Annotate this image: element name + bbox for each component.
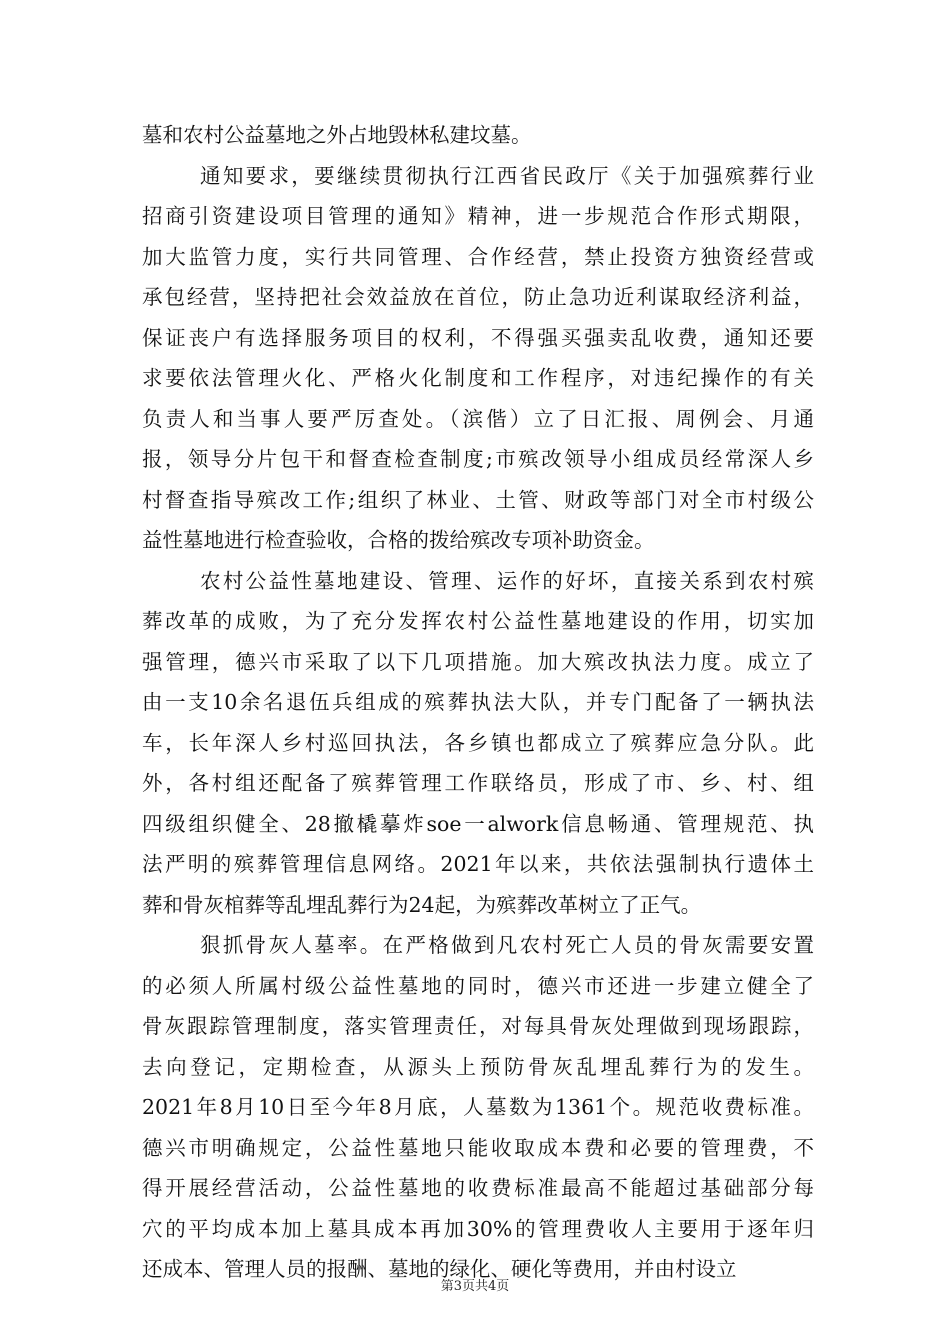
text-line: 狠抓骨灰人墓率。在严格做到凡农村死亡人员的骨灰需要安置 bbox=[200, 933, 814, 957]
text-line: 墓和农村公益墓地之外占地毁林私建坟墓。 bbox=[142, 123, 532, 147]
text-line: 四级组织健全、28撤橇摹炸soe一alwork信息畅通、管理规范、执 bbox=[142, 811, 814, 836]
page-footer bbox=[0, 1279, 950, 1295]
text-line: 承包经营，坚持把社会效益放在首位，防止急功近利谋取经济利益， bbox=[142, 285, 814, 309]
paragraph bbox=[142, 925, 814, 1290]
text-line: 益性墓地进行检查验收，合格的拨给殡改专项补助资金。 bbox=[142, 528, 655, 552]
text-line: 德兴市明确规定，公益性墓地只能收取成本费和必要的管理费，不 bbox=[142, 1135, 814, 1160]
text-line: 求要依法管理火化、严格火化制度和工作程序，对违纪操作的有关 bbox=[142, 366, 814, 390]
text-line: 农村公益性墓地建设、管理、运作的好坏，直接关系到农村殡 bbox=[200, 568, 814, 593]
page-number: 第3页共4页 bbox=[440, 1279, 510, 1294]
paragraph bbox=[142, 561, 814, 926]
text-line: 骨灰跟踪管理制度，落实管理责任，对每具骨灰处理做到现场跟踪， bbox=[142, 1014, 814, 1038]
text-line: 得开展经营活动，公益性墓地的收费标准最高不能超过基础部分每 bbox=[142, 1176, 814, 1200]
text-line: 由一支10余名退伍兵组成的殡葬执法大队，并专门配备了一辆执法 bbox=[142, 690, 814, 714]
text-line: 村督查指导殡改工作;组织了林业、土管、财政等部门对全市村级公 bbox=[142, 487, 814, 512]
text-line: 加大监管力度，实行共同管理、合作经营，禁止投资方独资经营或 bbox=[142, 244, 814, 269]
text-line: 葬和骨灰棺葬等乱埋乱葬行为24起，为殡葬改革树立了正气。 bbox=[142, 892, 702, 917]
text-line: 的必须人所属村级公益性墓地的同时，德兴市还进一步建立健全了 bbox=[142, 973, 814, 998]
text-line: 保证丧户有选择服务项目的权利，不得强买强卖乱收费，通知还要 bbox=[142, 325, 814, 350]
paragraph bbox=[142, 156, 814, 561]
text-line: 2021年8月10日至今年8月底，人墓数为1361个。规范收费标准。 bbox=[142, 1095, 814, 1119]
text-line: 还成本、管理人员的报酬、墓地的绿化、硬化等费用，并由村设立 bbox=[142, 1257, 737, 1281]
paragraph bbox=[142, 115, 814, 156]
text-line: 强管理，德兴市采取了以下几项措施。加大殡改执法力度。成立了 bbox=[142, 649, 814, 674]
text-line: 车，长年深人乡村巡回执法，各乡镇也都成立了殡葬应急分队。此 bbox=[142, 730, 814, 755]
text-line: 去向登记，定期检查，从源头上预防骨灰乱埋乱葬行为的发生。 bbox=[142, 1054, 814, 1079]
text-line: 外，各村组还配备了殡葬管理工作联络员，形成了市、乡、村、组 bbox=[142, 771, 814, 795]
text-line: 葬改革的成败，为了充分发挥农村公益性墓地建设的作用，切实加 bbox=[142, 609, 814, 633]
text-line: 招商引资建设项目管理的通知》精神，进一步规范合作形式期限， bbox=[142, 204, 814, 228]
text-line: 报，领导分片包干和督查检查制度;市殡改领导小组成员经常深人乡 bbox=[142, 447, 814, 471]
text-line: 法严明的殡葬管理信息网络。2021年以来，共依法强制执行遗体土 bbox=[142, 852, 814, 876]
text-line: 穴的平均成本加上墓具成本再加30%的管理费收人主要用于逐年归 bbox=[142, 1216, 814, 1241]
document-body bbox=[142, 115, 814, 1290]
text-line: 通知要求，要继续贯彻执行江西省民政厅《关于加强殡葬行业 bbox=[200, 163, 814, 188]
text-line: 负责人和当事人要严厉查处。（滨偕）立了日汇报、周例会、月通 bbox=[142, 406, 814, 431]
